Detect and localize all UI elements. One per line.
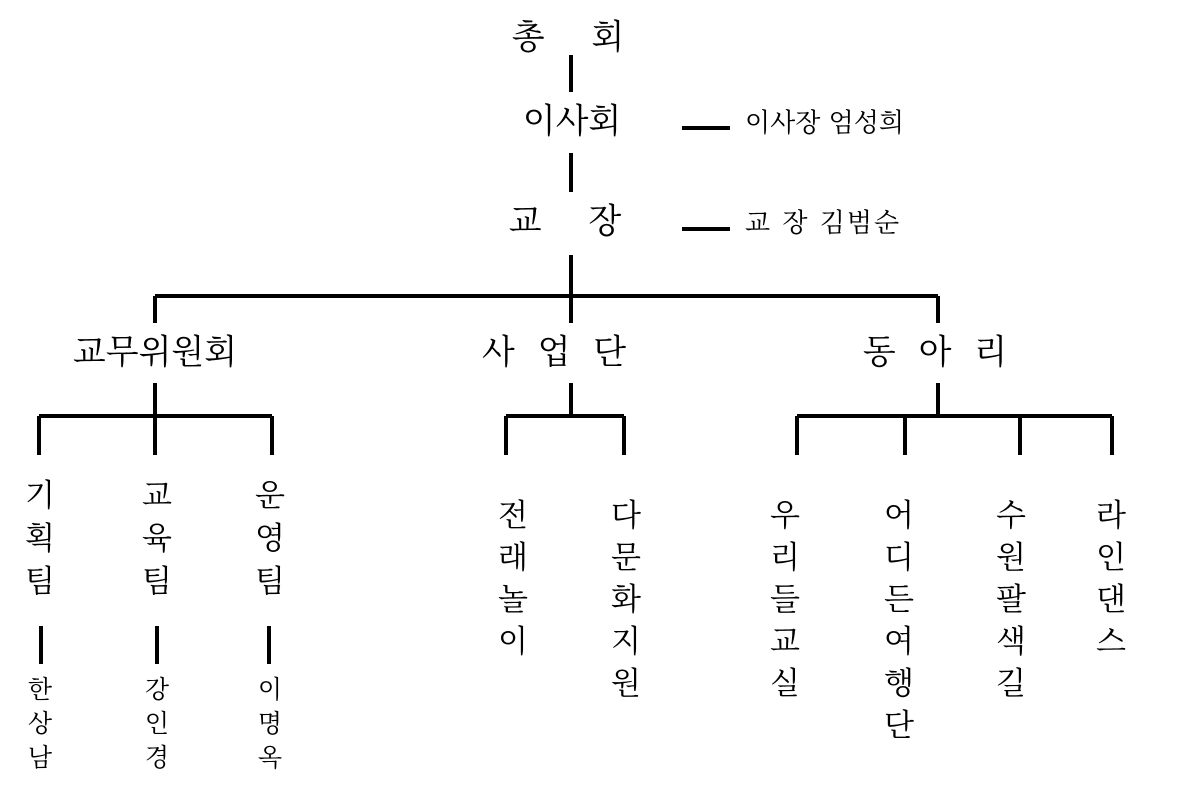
- team-label: 우 리 들 교 실: [770, 497, 800, 702]
- team-leader-name: 강 인 경: [144, 675, 170, 772]
- principal-note: 교 장 김범순: [745, 208, 902, 239]
- department-label: 교무위원회: [72, 332, 238, 373]
- team-label: 전 래 놀 이: [498, 497, 528, 660]
- board-chair-note: 이사장 엄성희: [745, 108, 904, 139]
- board-label: 이사회: [522, 101, 622, 142]
- team-labels: [25, 478, 1126, 773]
- team-leader-name: 한 상 남: [27, 675, 53, 772]
- team-label: 기 획 팀: [25, 477, 55, 600]
- team-label: 라 인 댄 스: [1096, 497, 1126, 660]
- team-label: 어 디 든 여 행 단: [884, 497, 914, 744]
- department-label: 동 아 리: [862, 332, 1014, 373]
- team-label: 운 영 팀: [255, 477, 285, 600]
- team-label: 다 문 화 지 원: [611, 497, 641, 702]
- team-label: 수 원 팔 색 길: [996, 497, 1026, 702]
- team-label: 교 육 팀: [142, 477, 172, 600]
- general-assembly-label: 총 회: [511, 17, 643, 58]
- team-leader-name: 이 명 옥: [257, 675, 283, 772]
- principal-label: 교 장: [508, 201, 640, 242]
- department-label: 사 업 단: [481, 332, 633, 373]
